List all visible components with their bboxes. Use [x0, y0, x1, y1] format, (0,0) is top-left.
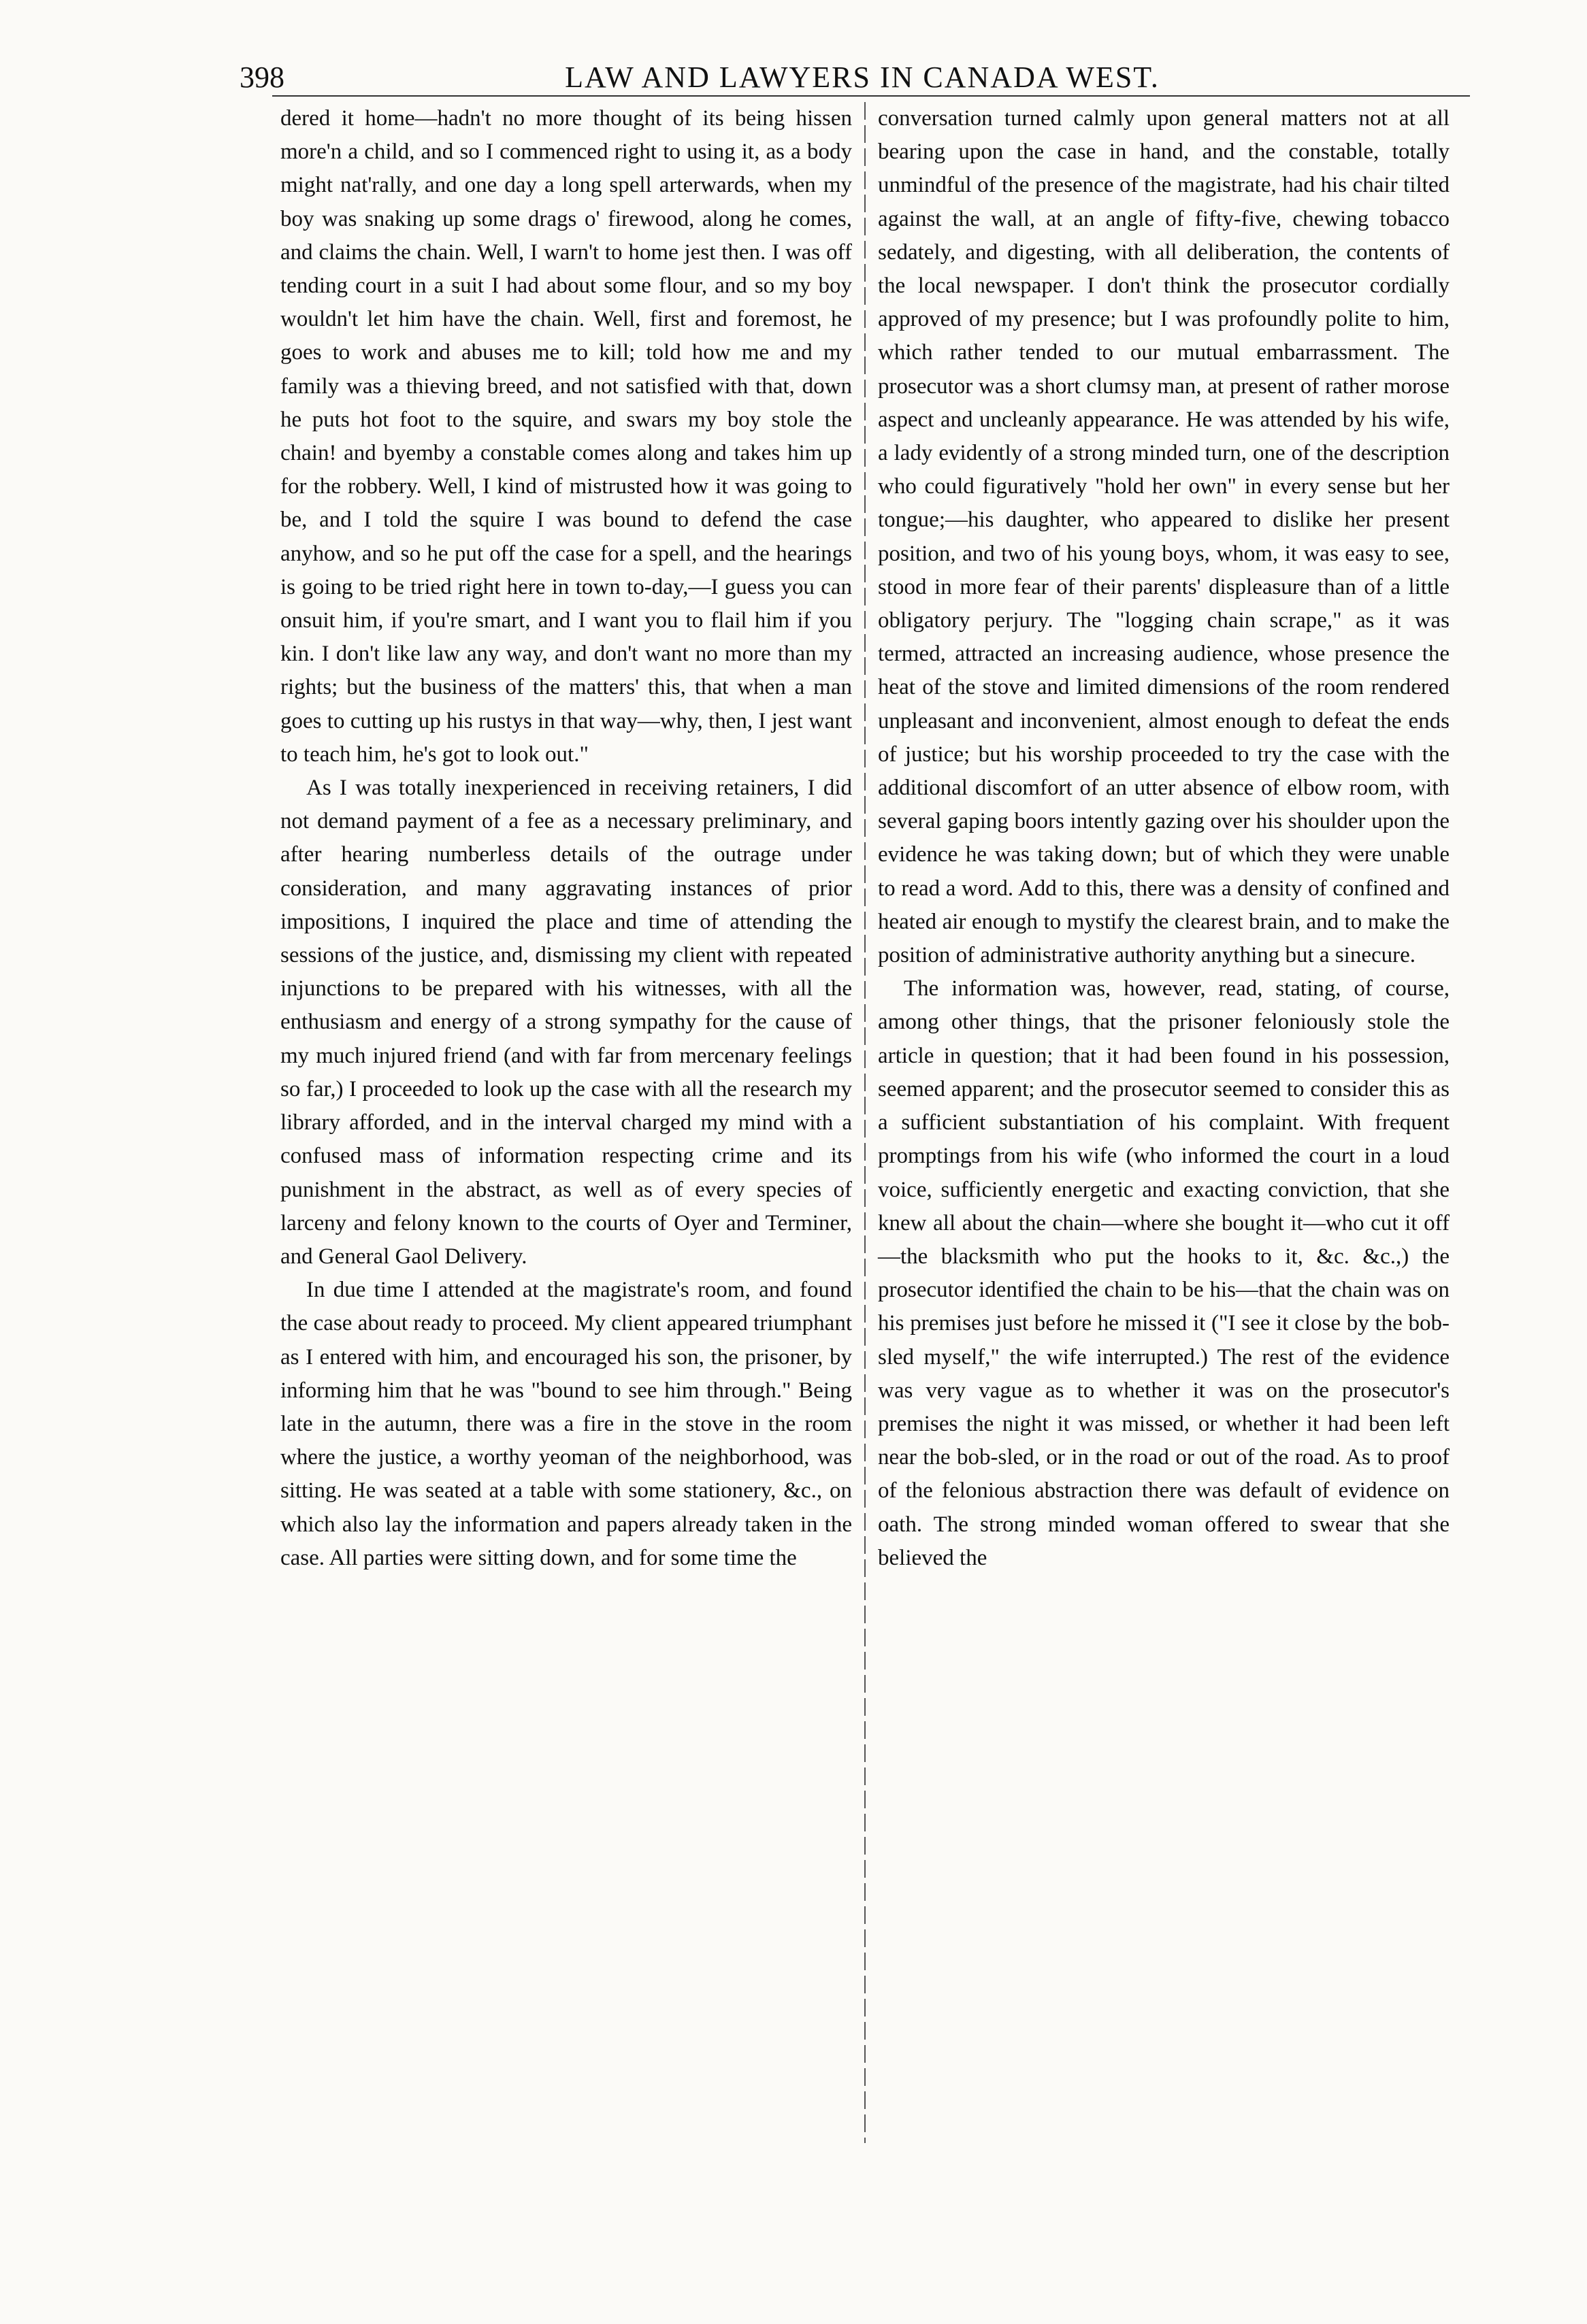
right-column	[878, 102, 1450, 1575]
paragraph: As I was totally inexperienced in receiving retainers, I did not demand payment of a fee as a necessary preliminary, and after hearing numberless details of the outrage under consideration, and many aggravating instances of prior impositions, I inquired the place and time of attending the sessions of the justice, and, dismissing my client with repeated injunctions to be prepared with his witnesses, with all the enthusiasm and energy of a strong sympathy for the cause of my much injured friend (and with far from mercenary feelings so far,) I proceeded to look up the case with all the research my library afforded, and in the interval charged my mind with a confused mass of information respecting crime and its punishment in the abstract, as well as of every species of larceny and felony known to the courts of Oyer and Terminer, and General Gaol Delivery.	[280, 776, 852, 1269]
page-header	[240, 60, 1485, 101]
paragraph: conversation turned calmly upon general matters not at all bearing upon the case in hand, and the constable, totally unmindful of the presence of the magistrate, had his chair tilted against the wall, at an angle of fifty-five, chewing tobacco sedately, and digesting, with all deliberation, the contents of the local newspaper. I don't think the prosecutor cordially approved of my presence; but I was profoundly polite to him, which rather tended to our mutual embarrassment. The prosecutor was a short clumsy man, at present of rather morose aspect and uncleanly appearance. He was attended by his wife, a lady evidently of a strong minded turn, one of the description who could figuratively "hold her own" in every sense but her tongue;—his daughter, who appeared to dislike her present position, and two of his young boys, whom, it was easy to see, stood in more fear of their parents' displeasure than of a little obligatory perjury. The "logging chain scrape," as it was termed, attracted an increasing audience, whose presence the heat of the stove and limited dimensions of the room rendered unpleasant and inconvenient, almost enough to defeat the ends of justice; but his worship proceeded to try the case with the additional discomfort of an utter absence of elbow room, with several gaping boors intently gazing over his shoulder upon the evidence he was taking down; but of which they were unable to read a word. Add to this, there was a density of confined and heated air enough to mystify the clearest brain, and to make the position of administrative authority anything but a sinecure.	[878, 106, 1450, 968]
header-rule	[272, 95, 1470, 97]
column-divider	[864, 102, 866, 2143]
left-column	[280, 102, 852, 1575]
running-title: LAW AND LAWYERS IN CANADA WEST.	[565, 61, 1160, 94]
page-number: 398	[240, 61, 284, 94]
paragraph: In due time I attended at the magistrate's room, and found the case about ready to proceed. My client appeared triumphant as I entered with him, and encouraged his son, the prisoner, by informing him that he was "bound to see him through." Being late in the autumn, there was a fire in the stove in the room where the justice, a worthy yeoman of the neighborhood, was sitting. He was seated at a table with some stationery, &c., on which also lay the information and papers already taken in the case. All parties were sitting down, and for some time the	[280, 1278, 852, 1570]
paragraph: dered it home—hadn't no more thought of its being hissen more'n a child, and so I commenced right to using it, as a body might nat'rally, and one day a long spell arterwards, when my boy was snaking up some drags o' firewood, along he comes, and claims the chain. Well, I warn't to home jest then. I was off tending court in a suit I had about some flour, and so my boy wouldn't let him have the chain. Well, first and foremost, he goes to work and abuses me to kill; told how me and my family was a thieving breed, and not satisfied with that, down he puts hot foot to the squire, and swars my boy stole the chain! and byemby a constable comes along and takes him up for the robbery. Well, I kind of mistrusted how it was going to be, and I told the squire I was bound to defend the case anyhow, and so he put off the case for a spell, and the hearings is going to be tried right here in town to-day,—I guess you can onsuit him, if you're smart, and I want you to flail him if you kin. I don't like law any way, and don't want no more than my rights; but the business of the matters' this, that when a man goes to cutting up his rustys in that way—why, then, I jest want to teach him, he's got to look out."	[280, 106, 852, 767]
paragraph: The information was, however, read, stating, of course, among other things, that the prisoner feloniously stole the article in question; that it had been found in his possession, seemed apparent; and the prosecutor seemed to consider this as a sufficient substantiation of his complaint. With frequent promptings from his wife (who informed the court in a loud voice, sufficiently energetic and exacting conviction, that she knew all about the chain—where she bought it—who cut it off—the blacksmith who put the hooks to it, &c. &c.,) the prosecutor identified the chain to be his—that the chain was on his premises just before he missed it ("I see it close by the bob-sled myself," the wife interrupted.) The rest of the evidence was very vague as to whether it was on the prosecutor's premises the night it was missed, or whether it had been left near the bob-sled, or in the road or out of the road. As to proof of the felonious abstraction there was default of evidence on oath. The strong minded woman offered to swear that she believed the	[878, 976, 1450, 1570]
